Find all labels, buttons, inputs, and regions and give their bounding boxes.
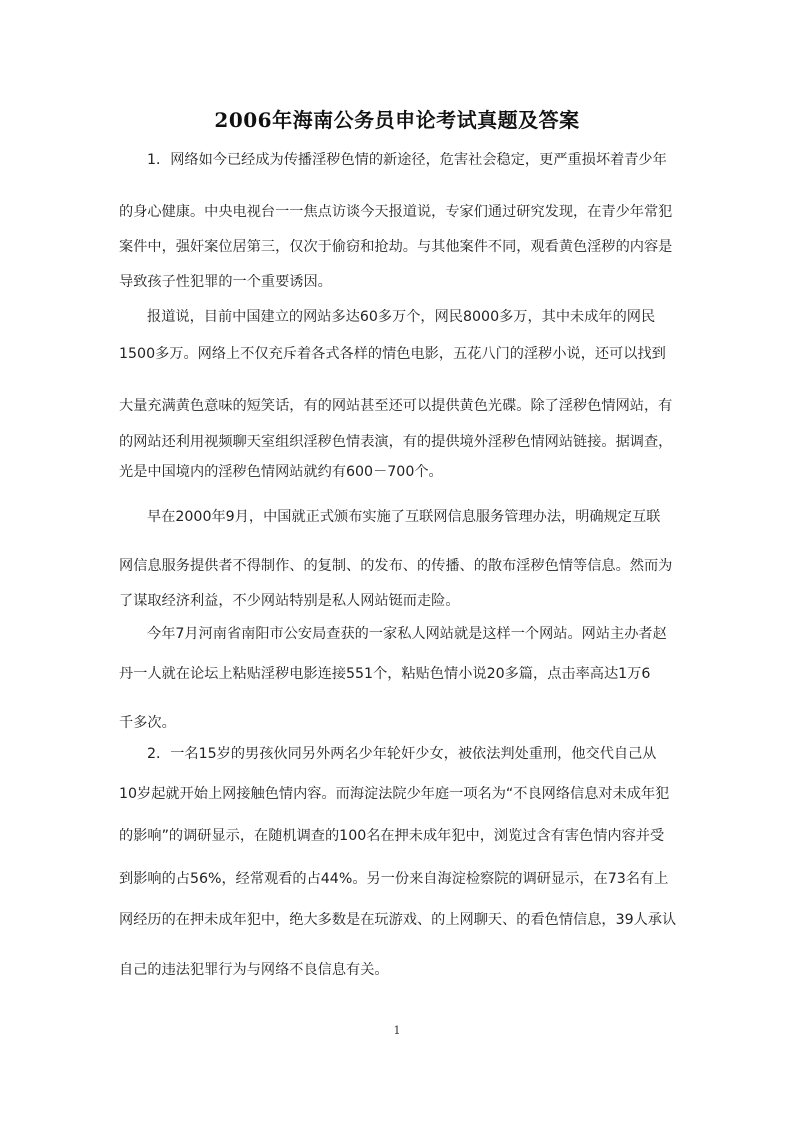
paragraph-line: 10岁起就开始上网接触色情内容。而海淀法院少年庭一项名为“不良网络信息对未成年犯 (119, 786, 670, 802)
paragraph-line: 早在2000年9月，中国就正式颁布实施了互联网信息服务管理办法，明确规定互联 (147, 509, 661, 525)
paragraph-line: 案件中，强奸案位居第三，仅次于偷窃和抢劫。与其他案件不同，观看黄色淫秽的内容是 (119, 239, 673, 255)
paragraph-line: 了谋取经济利益，不少网站特别是私人网站铤而走险。 (119, 593, 460, 609)
paragraph-line: 大量充满黄色意味的短笑话，有的网站甚至还可以提供黄色光碟。除了淫秽色情网站，有 (119, 398, 673, 414)
paragraph-line: 网经历的在押未成年犯中，绝大多数是在玩游戏、的上网聊天、的看色情信息，39人承认 (119, 912, 677, 928)
paragraph-line: 2．一名15岁的男孩伙同另外两名少年轮奸少女，被依法判处重刑，他交代自己从 (147, 746, 657, 762)
paragraph-line: 到影响的占56%，经常观看的占44%。另一份来自海淀检察院的调研显示，在73名有上 (119, 871, 669, 887)
paragraph-line: 千多次。 (119, 715, 176, 731)
paragraph-line: 报道说，目前中国建立的网站多达60多万个，网民8000多万，其中未成年的网民 (147, 309, 656, 325)
paragraph-line: 的影响”的调研显示，在随机调查的100名在押未成年犯中，浏览过含有害色情内容并受 (119, 828, 665, 844)
paragraph-line: 网信息服务提供者不得制作、的复制、的发布、的传播、的散布淫秽色情等信息。然而为 (119, 558, 673, 574)
page-number: 1 (393, 1024, 401, 1037)
document-title: 2006年海南公务员申论考试真题及答案 (214, 108, 580, 132)
paragraph-line: 今年7月河南省南阳市公安局查获的一家私人网站就是这样一个网站。网站主办者赵 (147, 626, 667, 642)
paragraph-line: 导致孩子性犯罪的一个重要诱因。 (119, 274, 332, 290)
paragraph-line: 的身心健康。中央电视台一一焦点访谈今天报道说，专家们通过研究发现，在青少年常犯 (119, 204, 673, 220)
paragraph-line: 的网站还利用视频聊天室组织淫秽色情表演，有的提供境外淫秽色情网站链接。据调查， (119, 434, 673, 450)
paragraph-line: 1500多万。网络上不仅充斥着各式各样的情色电影，五花八门的淫秽小说，还可以找到 (119, 346, 666, 362)
paragraph-line: 光是中国境内的淫秽色情网站就约有600－700个。 (119, 464, 443, 480)
paragraph-line: 1．网络如今已经成为传播淫秽色情的新途径，危害社会稳定，更严重损坏着青少年 (147, 152, 667, 168)
paragraph-line: 丹一人就在论坛上粘贴淫秽电影连接551个，粘贴色情小说20多篇，点击率高达1万6 (119, 666, 651, 682)
paragraph-line: 自己的违法犯罪行为与网络不良信息有关。 (119, 962, 389, 978)
